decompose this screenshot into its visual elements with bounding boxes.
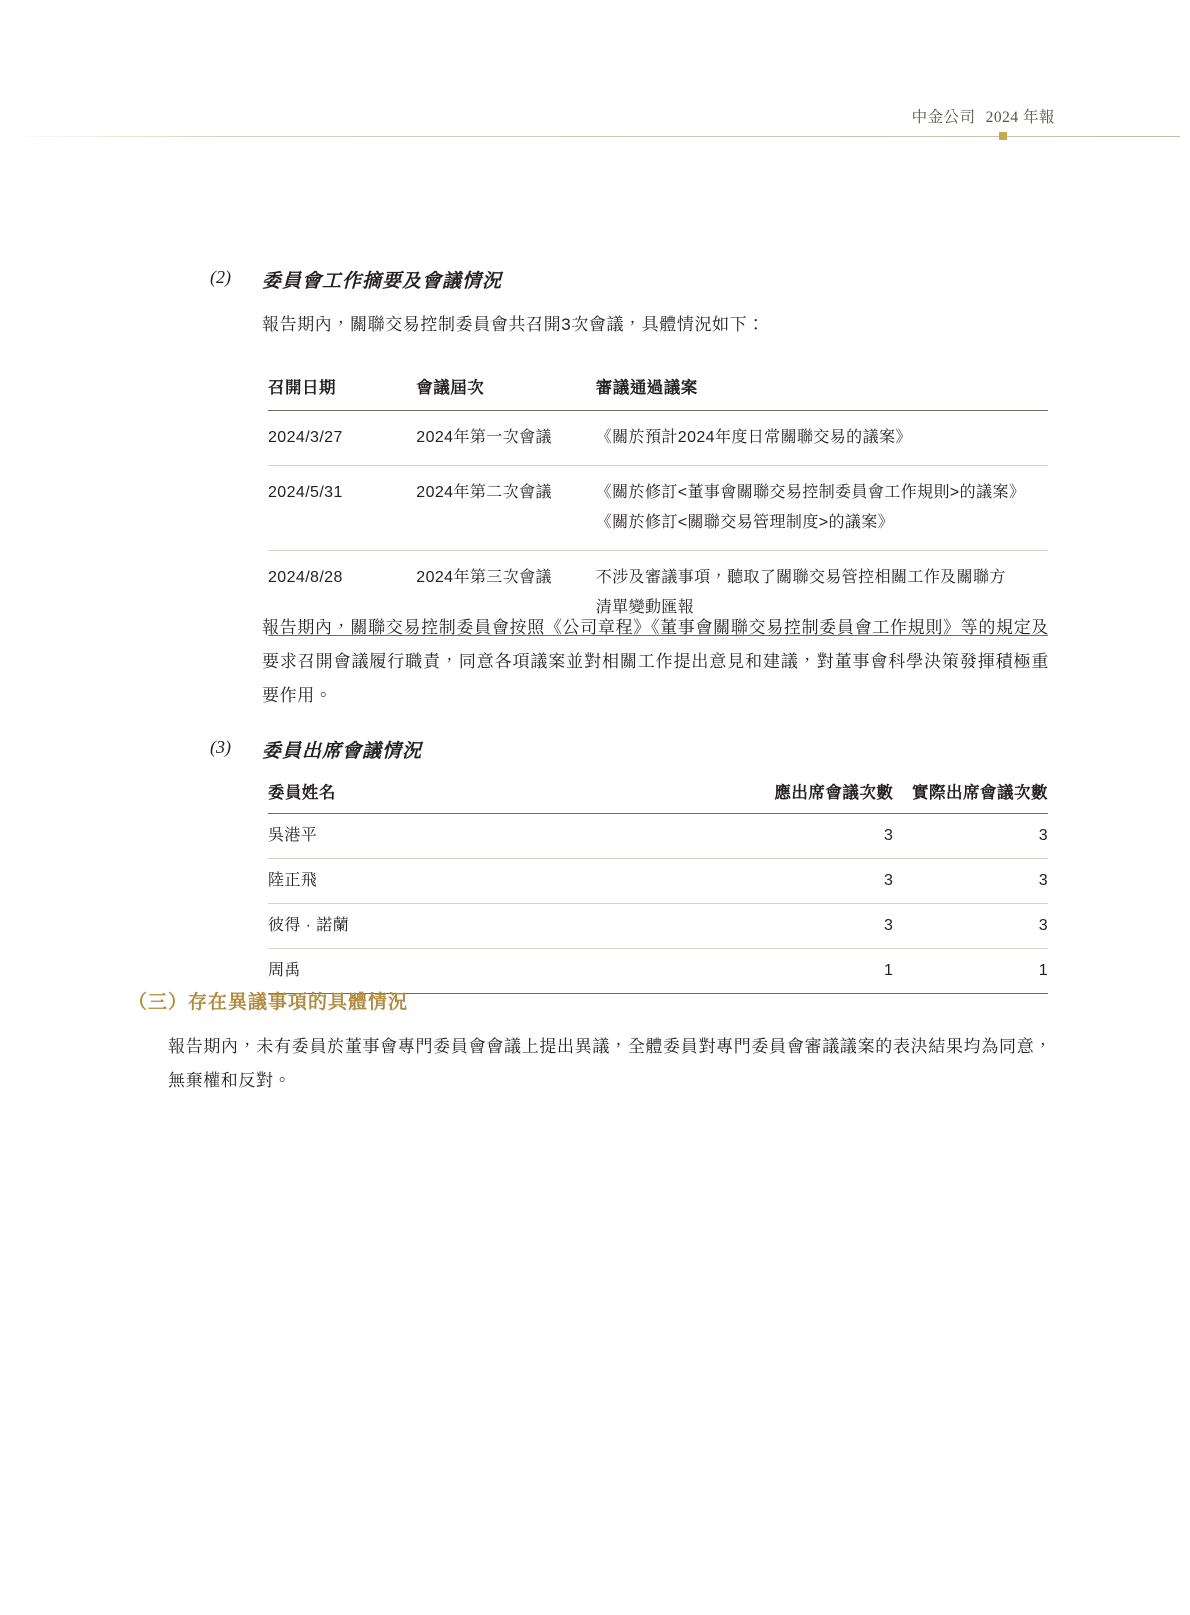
table-row (268, 411, 1048, 466)
resolution-line: 《關於修訂<董事會關聯交易控制委員會工作規則>的議案》 (595, 484, 1026, 501)
column-header-meetings-due: 應出席會議次數 (722, 775, 895, 814)
cell-member-name: 周禹 (268, 949, 722, 994)
cell-meetings-due: 3 (722, 859, 895, 904)
cell-meetings-attended: 3 (895, 814, 1048, 859)
attendance-table (268, 775, 1048, 994)
header-company: 中金公司 (911, 109, 976, 126)
summary-paragraph: 報告期內，關聯交易控制委員會按照《公司章程》《董事會關聯交易控制委員會工作規則》等的規定及要求召開會議履行職責，同意各項議案並對相關工作提出意見和建議，對董事會科學決策發揮積極重要作用。 (262, 618, 1049, 705)
cell-meetings-attended: 1 (895, 949, 1048, 994)
cell-meetings-attended: 3 (895, 859, 1048, 904)
cell-meetings-due: 3 (722, 814, 895, 859)
cell-meetings-attended: 3 (895, 904, 1048, 949)
header-accent-square (999, 132, 1007, 140)
cell-meetings-due: 1 (722, 949, 895, 994)
section-2-intro: 報告期內，關聯交易控制委員會共召開3次會議，具體情況如下： (262, 315, 765, 334)
section-2-number: (2) (210, 267, 231, 287)
table-row (268, 859, 1048, 904)
meetings-table-body (268, 411, 1048, 636)
page-header (0, 105, 1190, 145)
resolution-line: 《關於預計2024年度日常關聯交易的議案》 (595, 429, 912, 446)
cell-member-name: 彼得 · 諾蘭 (268, 904, 722, 949)
cell-member-name: 吳港平 (268, 814, 722, 859)
meetings-table-head (268, 370, 1048, 411)
cell-meetings-due: 3 (722, 904, 895, 949)
section-3-number: (3) (210, 737, 231, 757)
header-title (912, 105, 1055, 127)
attendance-table-head (268, 775, 1048, 814)
cell-date: 2024/3/27 (268, 411, 416, 466)
section-3-title: 委員出席會議情況 (262, 741, 423, 762)
cell-date: 2024/5/31 (268, 466, 416, 551)
column-header-meetings-attended: 實際出席會議次數 (895, 775, 1048, 814)
header-year: 2024 年報 (985, 109, 1055, 126)
cell-resolution (596, 466, 1048, 551)
cell-session: 2024年第三次會議 (416, 551, 596, 636)
table-header-row (268, 775, 1048, 814)
resolution-line: 清單變動匯報 (595, 599, 695, 616)
cell-session: 2024年第二次會議 (416, 466, 596, 551)
column-header-session: 會議屆次 (416, 370, 596, 411)
cell-member-name: 陸正飛 (268, 859, 722, 904)
column-header-resolution: 審議通過議案 (596, 370, 1048, 411)
cell-session: 2024年第一次會議 (416, 411, 596, 466)
section-2-title: 委員會工作摘要及會議情況 (262, 271, 503, 292)
table-row (268, 814, 1048, 859)
cell-date: 2024/8/28 (268, 551, 416, 636)
attendance-table-body (268, 814, 1048, 994)
table-header-row (268, 370, 1048, 411)
section-dissent-body: 報告期內，未有委員於董事會專門委員會會議上提出異議，全體委員對專門委員會審議議案的表決結果均為同意，無棄權和反對。 (168, 1037, 1052, 1090)
meetings-table (268, 370, 1048, 636)
section-dissent-title: （三）存在異議事項的具體情況 (128, 992, 409, 1013)
cell-resolution (596, 411, 1048, 466)
column-header-member-name: 委員姓名 (268, 775, 722, 814)
column-header-date: 召開日期 (268, 370, 416, 411)
table-row (268, 466, 1048, 551)
resolution-line: 不涉及審議事項，聽取了關聯交易管控相關工作及關聯方 (595, 569, 1006, 586)
resolution-line: 《關於修訂<關聯交易管理制度>的議案》 (595, 514, 895, 531)
table-row (268, 904, 1048, 949)
